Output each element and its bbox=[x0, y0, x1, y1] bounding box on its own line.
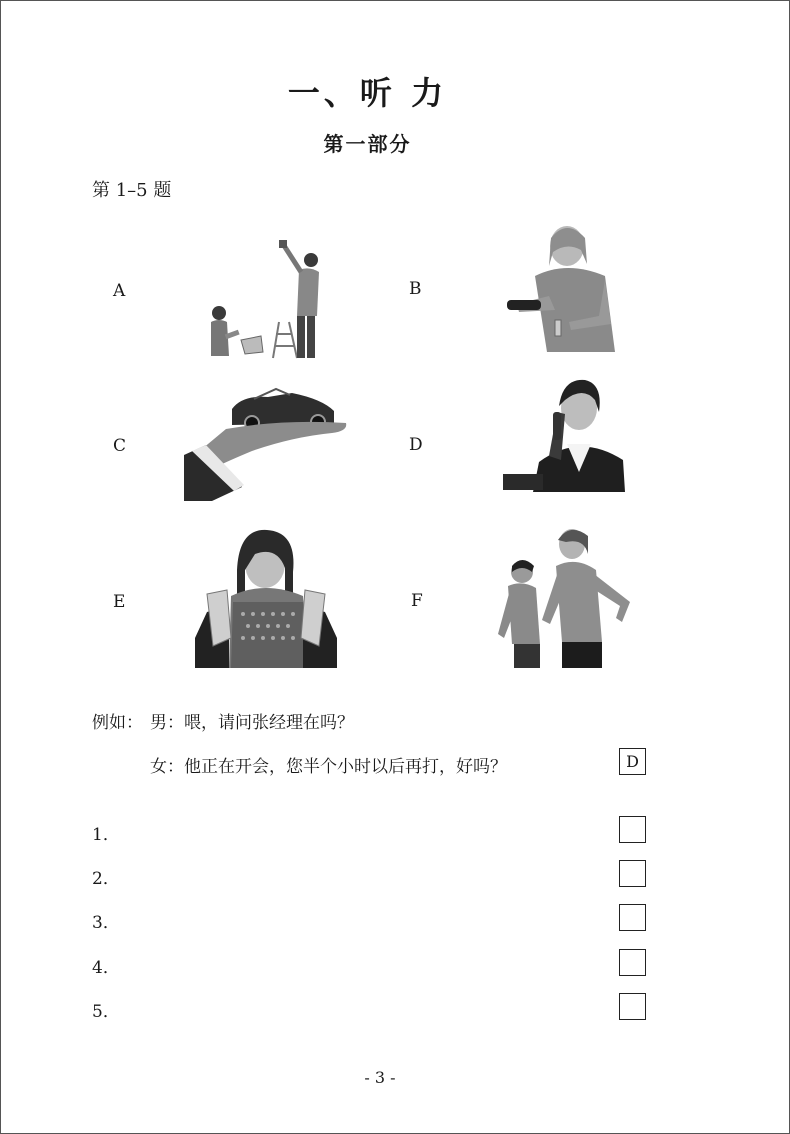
example-male-line: 男：喂，请问张经理在吗？ bbox=[150, 713, 354, 733]
couple-painting-ceiling-icon bbox=[205, 238, 325, 362]
example-label: 例如： bbox=[92, 713, 143, 733]
option-letter-c: C bbox=[113, 436, 127, 456]
page-number: - 3 - bbox=[364, 1068, 396, 1087]
option-letter-f: F bbox=[411, 591, 423, 611]
option-letter-b: B bbox=[409, 279, 422, 299]
question-number-2: 2． bbox=[92, 869, 120, 889]
question-number-4: 4． bbox=[92, 958, 120, 978]
part-title: 第一部分 bbox=[323, 132, 412, 156]
hand-holding-toy-car-icon bbox=[182, 385, 350, 503]
woman-holding-shoes-icon bbox=[193, 528, 339, 670]
section-title: 一、听 力 bbox=[287, 74, 448, 112]
woman-pouring-wine-icon bbox=[505, 220, 623, 354]
couple-jogging-icon bbox=[496, 526, 638, 670]
question-number-1: 1． bbox=[92, 825, 120, 845]
option-letter-e: E bbox=[113, 592, 126, 612]
question-number-3: 3． bbox=[92, 913, 120, 933]
answer-box-4[interactable] bbox=[619, 949, 646, 976]
answer-box-2[interactable] bbox=[619, 860, 646, 887]
example-answer-box: D bbox=[619, 748, 646, 775]
example-female-line: 女：他正在开会，您半个小时以后再打，好吗？ bbox=[150, 757, 507, 777]
answer-box-1[interactable] bbox=[619, 816, 646, 843]
option-letter-a: A bbox=[113, 281, 126, 301]
receptionist-on-phone-icon bbox=[503, 376, 627, 494]
question-range: 第 1–5 题 bbox=[92, 180, 172, 201]
answer-box-5[interactable] bbox=[619, 993, 646, 1020]
question-number-5: 5． bbox=[92, 1002, 120, 1022]
answer-box-3[interactable] bbox=[619, 904, 646, 931]
option-letter-d: D bbox=[409, 435, 423, 455]
